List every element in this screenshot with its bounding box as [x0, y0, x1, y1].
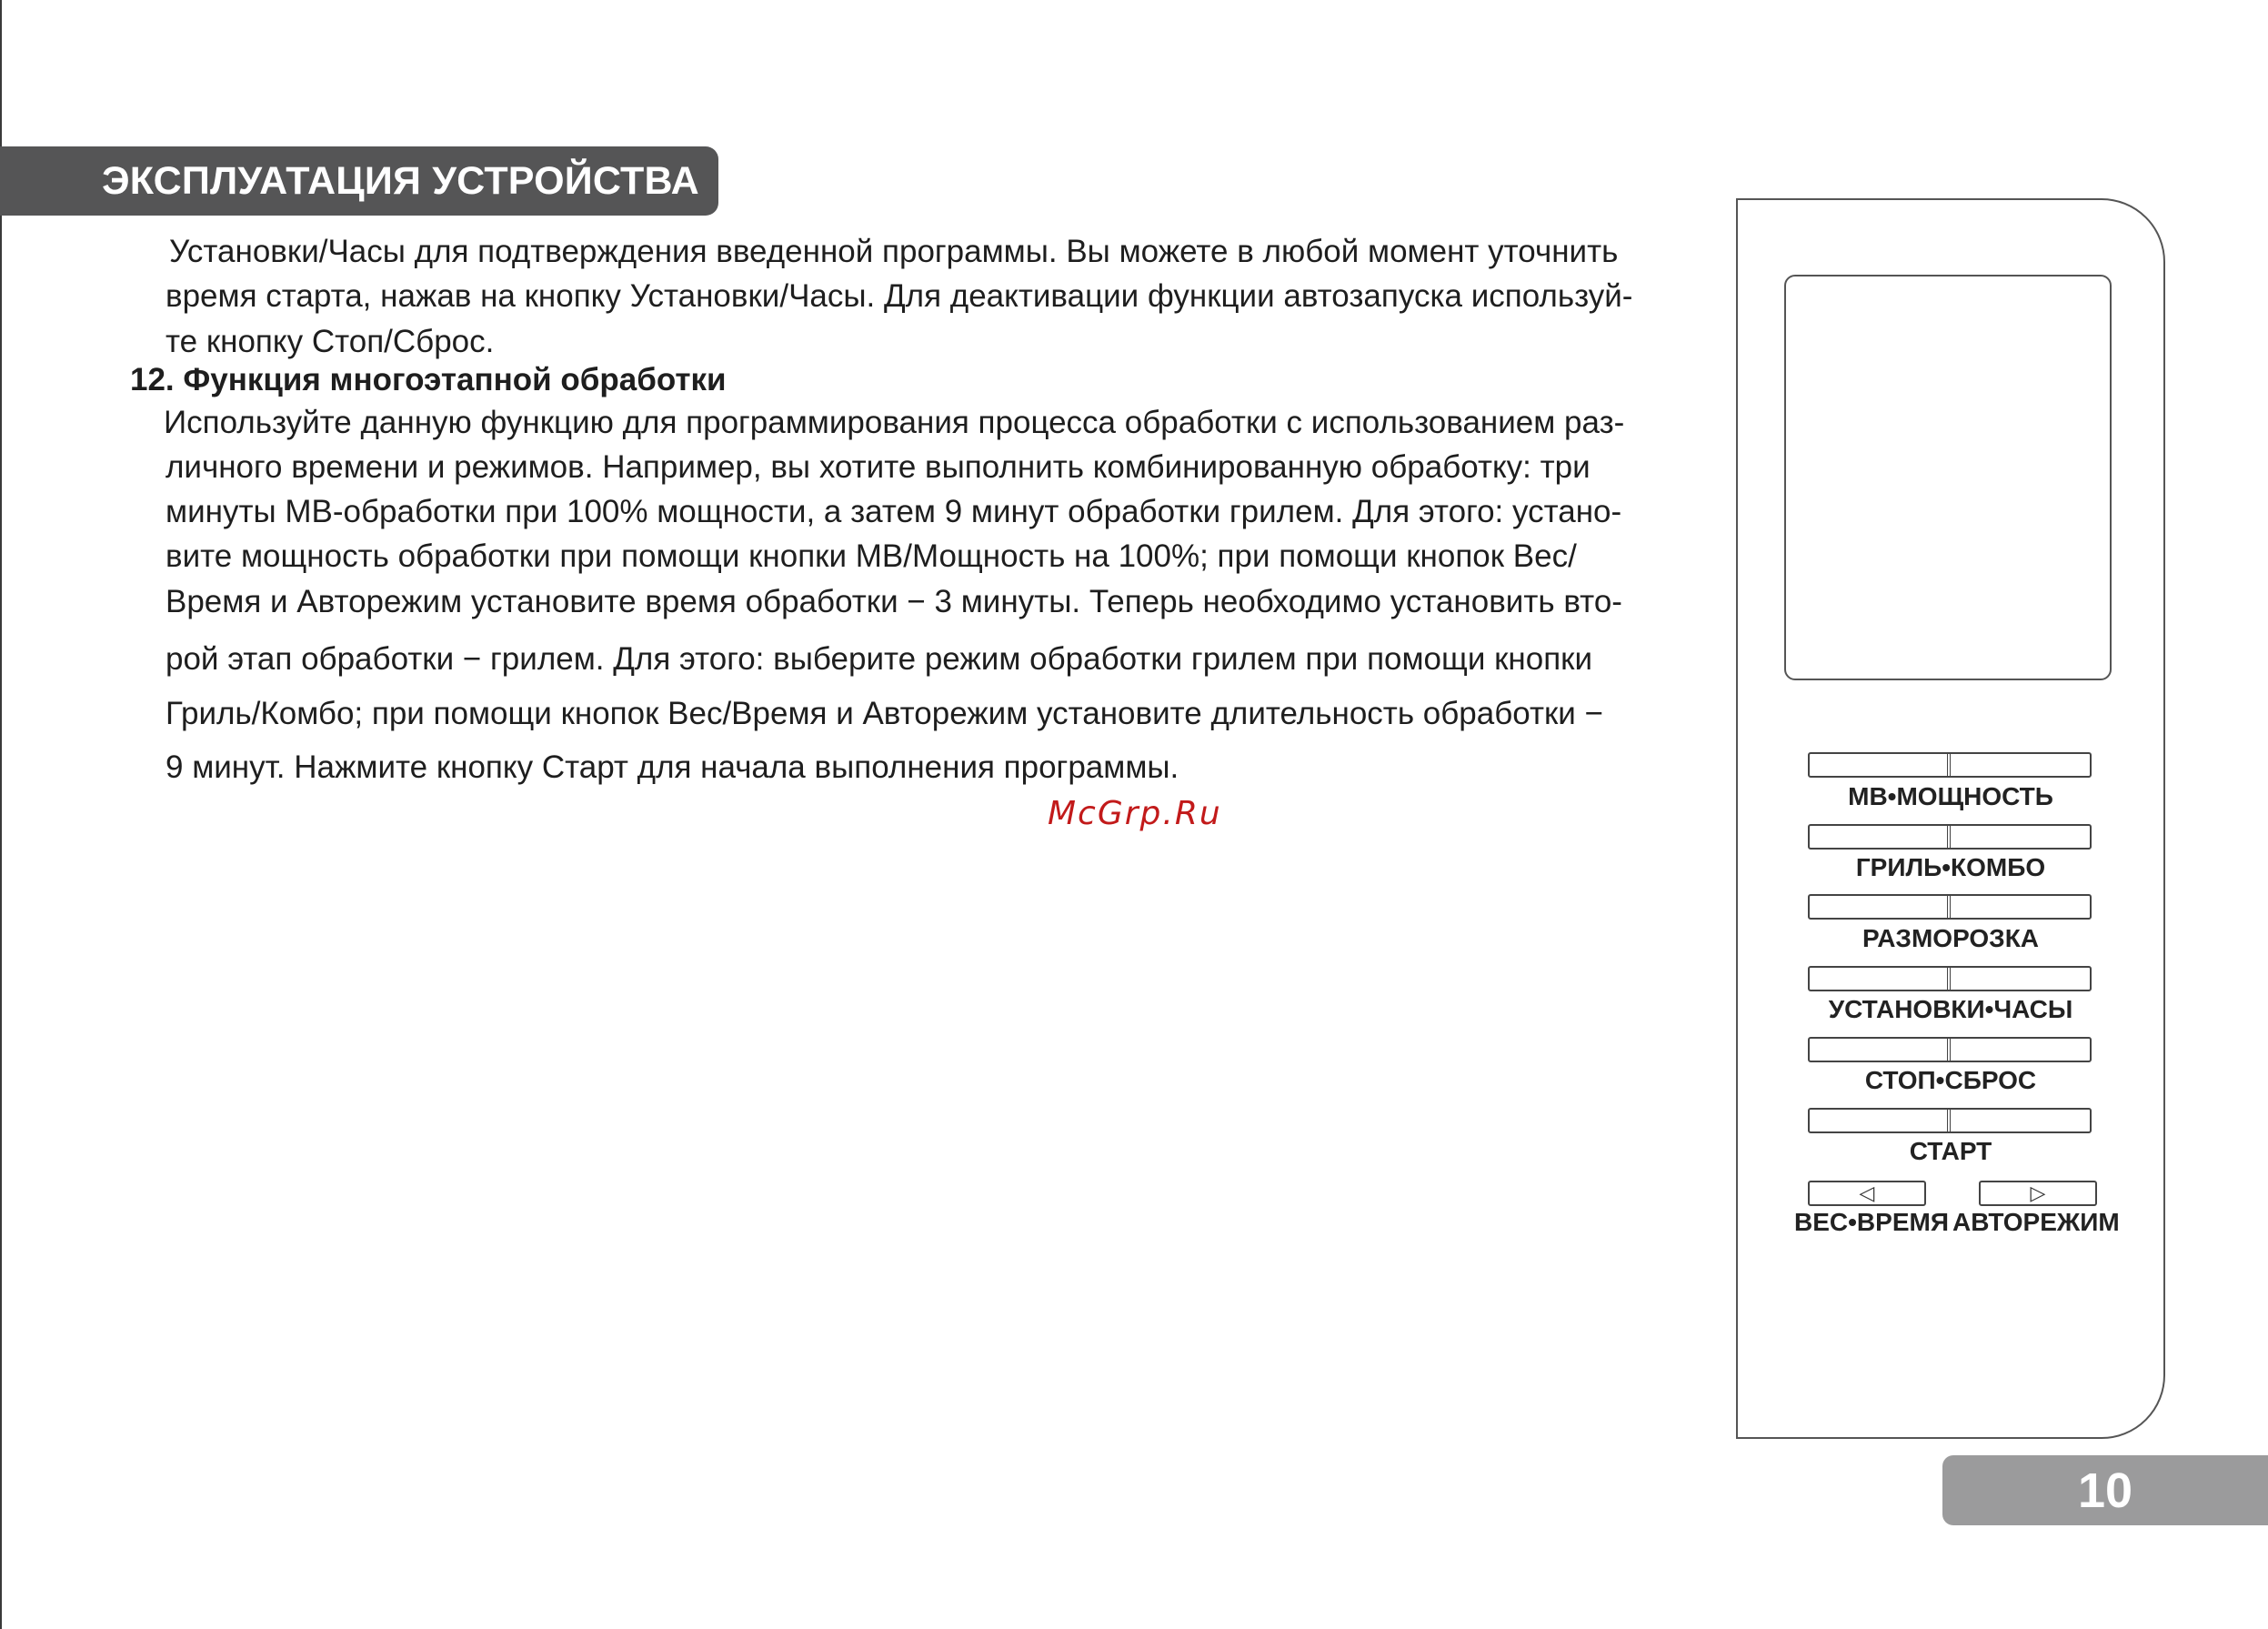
panel-label-settings-clock: УСТАНОВКИ•ЧАСЫ	[1828, 995, 2073, 1023]
panel-button-auto-mode	[1979, 1181, 2097, 1206]
body-line: 9 минут. Нажмите кнопку Старт для начала выполнения программы.	[166, 749, 1179, 785]
panel-display	[1784, 275, 2112, 680]
intro-line: время старта, нажав на кнопку Установки/Часы. Для деактивации функции автозапуска используй-	[166, 278, 1633, 314]
section-title: ЭКСПЛУАТАЦИЯ УСТРОЙСТВА	[102, 158, 699, 203]
right-triangle-icon: ▷	[2030, 1182, 2046, 1205]
instruction-text	[0, 0, 1728, 819]
panel-label-grill-combo: ГРИЛЬ•КОМБО	[1855, 853, 2046, 881]
panel-label-stop-reset: СТОП•СБРОС	[1864, 1066, 2037, 1094]
panel-button-weight-time	[1808, 1181, 1926, 1206]
panel-label-mv-power: МВ•МОЩНОСТЬ	[1848, 782, 2053, 810]
panel-label-auto-mode: АВТОРЕЖИМ	[1952, 1208, 2120, 1236]
page-number: 10	[2077, 1463, 2133, 1518]
body-line: вите мощность обработки при помощи кнопки МВ/Мощность на 100%; при помощи кнопок Вес/	[166, 538, 1577, 574]
left-triangle-icon: ◁	[1859, 1182, 1875, 1205]
panel-button-stop-reset	[1808, 1037, 2092, 1062]
panel-label-weight-time: ВЕС•ВРЕМЯ	[1794, 1208, 1949, 1236]
page-number-tab	[1942, 1455, 2268, 1525]
panel-button-mv-power	[1808, 752, 2092, 778]
body-line: минуты МВ-обработки при 100% мощности, а затем 9 минут обработки грилем. Для этого: устано-	[166, 494, 1622, 529]
panel-label-defrost: РАЗМОРОЗКА	[1862, 924, 2040, 952]
panel-button-grill-combo	[1808, 824, 2092, 850]
body-line: рой этап обработки − грилем. Для этого: выберите режим обработки грилем при помощи кнопки	[166, 641, 1593, 677]
panel-button-defrost	[1808, 894, 2092, 920]
watermark: McGrp.Ru	[1048, 795, 1222, 832]
panel-label-start: СТАРТ	[1909, 1137, 1992, 1165]
section-heading: 12. Функция многоэтапной обработки	[130, 362, 727, 397]
panel-button-settings-clock	[1808, 966, 2092, 991]
body-line: Время и Авторежим установите время обработки − 3 минуты. Теперь необходимо установить вто-	[166, 584, 1622, 619]
body-line: Используйте данную функцию для программирования процесса обработки с использованием раз-	[164, 405, 1625, 440]
intro-line: те кнопку Стоп/Сброс.	[166, 324, 495, 359]
body-line: личного времени и режимов. Например, вы хотите выполнить комбинированную обработку: три	[166, 449, 1591, 485]
body-line: Гриль/Комбо; при помощи кнопок Вес/Время и Авторежим установите длительность обработки −	[166, 696, 1604, 731]
intro-line: Установки/Часы для подтверждения введенной программы. Вы можете в любой момент уточнить	[169, 234, 1619, 269]
panel-button-start	[1808, 1108, 2092, 1133]
